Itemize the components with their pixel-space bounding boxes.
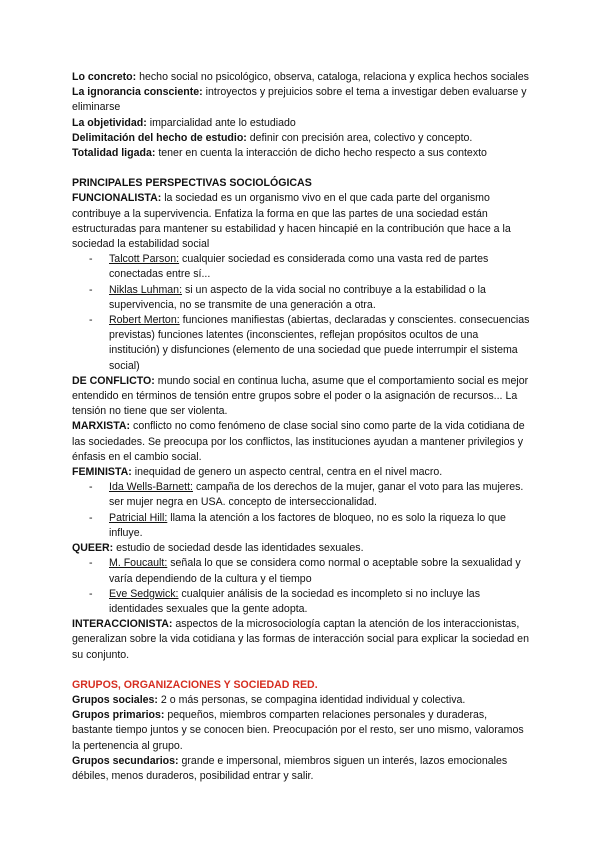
- list-item: - Ida Wells-Barnett: campaña de los derechos de la mujer, ganar el voto para las mujeres. ser mujer negra en USA. concepto de interseccionalidad.: [109, 480, 530, 510]
- grupos-primarios: Grupos primarios: pequeños, miembros comparten relaciones personales y duraderas, bastante tiempo juntos y se conocen bien. Preocupación por el resto, ser uno mismo, valoramos la pertenencia al grupo.: [72, 709, 524, 752]
- queer-list: [72, 556, 530, 617]
- list-item: - M. Foucault: señala lo que se considera como normal o aceptable sobre la sexualidad y varía dependiendo de la cultura y el tiempo: [109, 556, 530, 586]
- intro-objetividad: La objetividad: imparcialidad ante lo estudiado: [72, 116, 296, 129]
- funcionalista-paragraph: FUNCIONALISTA: la sociedad es un organismo vivo en el que cada parte del organismo contribuye a la supervivencia. Enfatiza la forma en que las partes de una sociedad están estructuradas para mantener su estabilidad y hacen hincapié en la contribución que hace a la sociedad la estabilidad social: [72, 192, 511, 251]
- grupos-title: GRUPOS, ORGANIZACIONES Y SOCIEDAD RED.: [72, 678, 318, 691]
- list-item: - Niklas Luhman: si un aspecto de la vida social no contribuye a la estabilidad o la supervivencia, no se transmite de una generación a otra.: [109, 283, 530, 313]
- intro-concreto: Lo concreto: hecho social no psicológico, observa, cataloga, relaciona y explica hechos sociales: [72, 71, 529, 83]
- funcionalista-list: [72, 252, 530, 374]
- perspectivas-title: PRINCIPALES PERSPECTIVAS SOCIOLÓGICAS: [72, 177, 312, 190]
- conflicto-paragraph: DE CONFLICTO: mundo social en continua lucha, asume que el comportamiento social es mejor entendido en términos de tensión entre grupos sobre el poder o la asignación de recursos... La tensión no tiene que ser violenta.: [72, 374, 529, 418]
- document-page: [72, 70, 530, 784]
- list-item: - Eve Sedgwick: cualquier análisis de la sociedad es incompleto si no incluye las identidades sexuales que la gente adopta.: [109, 587, 530, 617]
- list-item: - Robert Merton: funciones manifiestas (abiertas, declaradas y conscientes. consecuencias previstas) funciones latentes (inconscientes, reflejan propósitos ocultos de una institución) y disfunciones (elemento de una sociedad que puede interrumpir el sistema social): [109, 313, 530, 374]
- grupos-secundarios: Grupos secundarios: grande e impersonal, miembros siguen un interés, lazos emocionales débiles, menos duraderos, posibilidad entrar y salir.: [72, 754, 508, 782]
- grupos-sociales: Grupos sociales: 2 o más personas, se compagina identidad individual y colectiva.: [72, 693, 466, 706]
- intro-totalidad: Totalidad ligada: tener en cuenta la interacción de dicho hecho respecto a sus contexto: [72, 147, 487, 160]
- feminista-list: [72, 480, 530, 541]
- interaccionista-paragraph: INTERACCIONISTA: aspectos de la microsociología captan la atención de los interaccionistas, generalizan sobre la vida cotidiana y las formas de interacción social para explicar la sociedad en su conjunto.: [72, 618, 529, 661]
- marxista-paragraph: MARXISTA: conflicto no como fenómeno de clase social sino como parte de la vida cotidiana de las sociedades. Se preocupa por los conflictos, las instituciones ayudan a mantener privilegios y énfasis en el cambio social.: [72, 420, 525, 463]
- intro-delimitacion: Delimitación del hecho de estudio: definir con precisión area, colectivo y concepto.: [72, 131, 473, 144]
- intro-ignorancia: La ignorancia consciente: introyectos y prejuicios sobre el tema a investigar deben evaluarse y eliminarse: [72, 86, 527, 114]
- list-item: - Talcott Parson: cualquier sociedad es considerada como una vasta red de partes conectadas entre sí...: [109, 252, 530, 282]
- feminista-paragraph: FEMINISTA: inequidad de genero un aspecto central, centra en el nivel macro.: [72, 466, 443, 479]
- list-item: - Patricial Hill: llama la atención a los factores de bloqueo, no es solo la riqueza lo que influye.: [109, 511, 530, 541]
- queer-paragraph: QUEER: estudio de sociedad desde las identidades sexuales.: [72, 542, 364, 555]
